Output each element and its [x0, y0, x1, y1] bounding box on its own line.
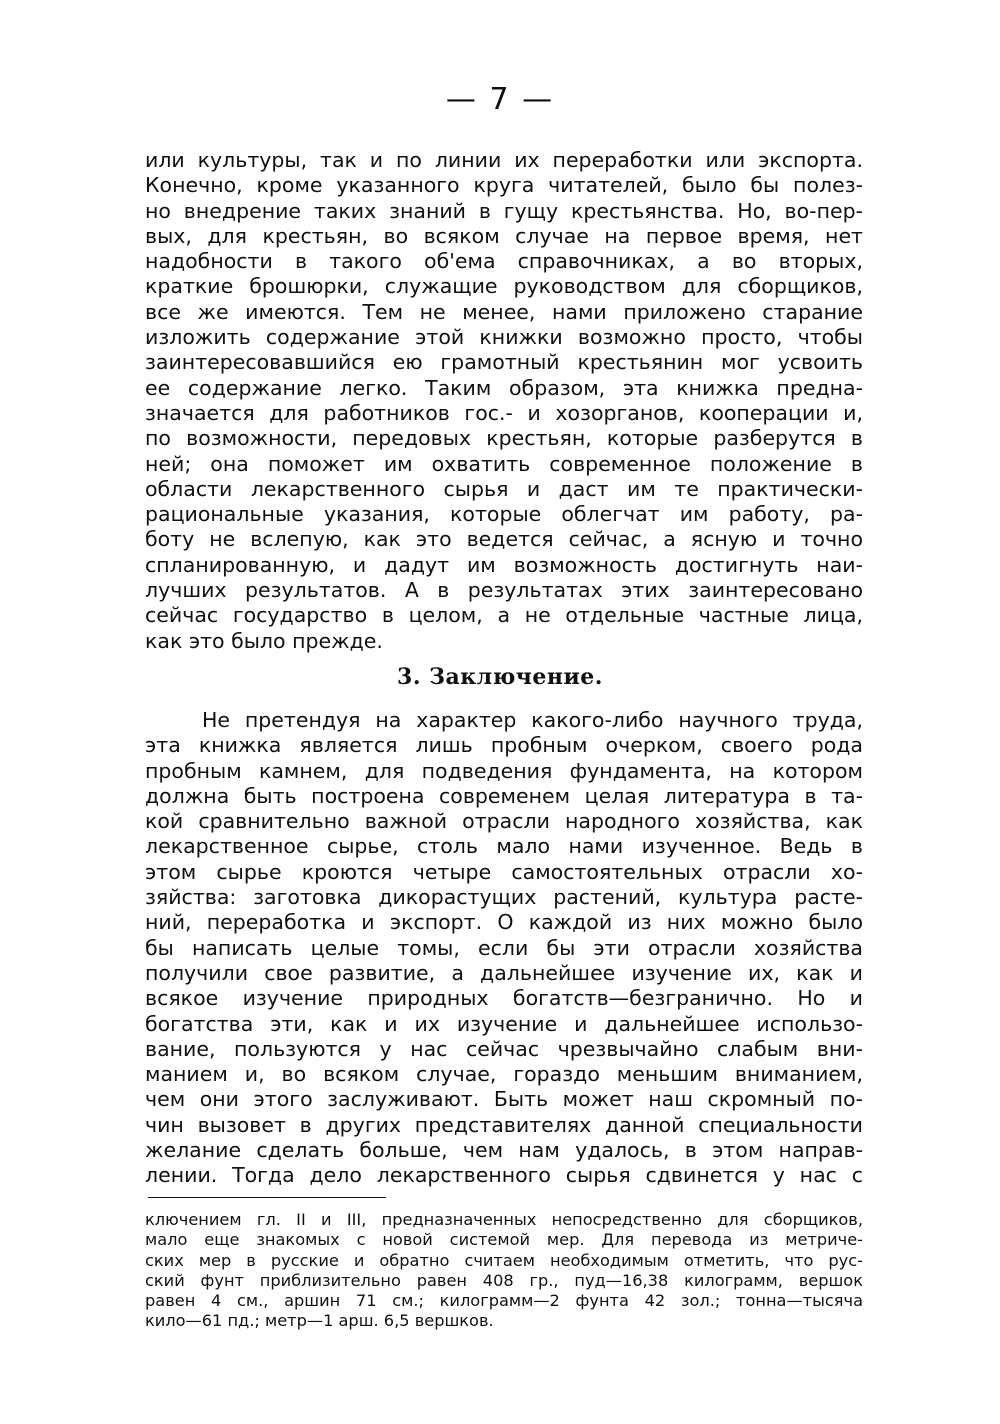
text-line: лучших результатов. А в результатах этих заинтересовано — [145, 578, 863, 603]
text-line: получили свое развитие, а дальнейшее изучение их, как и — [145, 960, 863, 985]
text-line: Не претендуя на характер какого-либо научного труда, — [202, 708, 863, 732]
footnote-line: ских мер в русские и обратно считаем необходимым отметить, что рус- — [145, 1250, 863, 1270]
text-line: ней; она поможет им охватить современное положение в — [145, 451, 863, 476]
text-line: зяйства: заготовка дикорастущих растений, культура расте- — [145, 885, 863, 910]
text-line: или культуры, так и по линии их переработки или экспорта. — [145, 148, 863, 172]
text-line: вание, пользуются у нас сейчас чрезвычайно слабым вни- — [145, 1036, 863, 1061]
text-line: пробным камнем, для подведения фундамента, на котором — [145, 758, 863, 783]
footnote-line: ский фунт приблизительно равен 408 гр., пуд—16,38 килограмм, вершок — [145, 1270, 863, 1290]
text-line: по возможности, передовых крестьян, которые разберутся в — [145, 426, 863, 451]
text-line: должна быть построена современем целая литература в та- — [145, 783, 863, 808]
text-line: краткие брошюрки, служащие руководством для сборщиков, — [145, 274, 863, 299]
text-line: области лекарственного сырья и даст им те практически- — [145, 476, 863, 501]
text-line: Конечно, кроме указанного круга читателей, было бы полез- — [145, 173, 863, 198]
text-line: ний, переработка и экспорт. О каждой из них можно было — [145, 910, 863, 935]
text-line: лекарственное сырье, столь мало нами изученное. Ведь в — [145, 834, 863, 859]
text-line: изложить содержание этой книжки возможно просто, чтобы — [145, 325, 863, 350]
section-heading: 3. Заключение. — [397, 664, 603, 690]
text-line: этом сырье кроются четыре самостоятельных отрасли хо- — [145, 859, 863, 884]
text-line: кой сравнительно важной отрасли народного хозяйства, как — [145, 809, 863, 834]
footnote-divider — [148, 1197, 386, 1198]
page-number: — 7 — — [445, 82, 555, 117]
text-line: надобности в такого об'ема справочниках, а во вторых, — [145, 249, 863, 274]
text-line: спланированную, и дадут им возможность достигнуть наи- — [145, 552, 863, 577]
footnote-line: кило—61 пд.; метр—1 арш. 6,5 вершков. — [145, 1311, 494, 1331]
footnote-line: равен 4 см., аршин 71 см.; килограмм—2 фунта 42 зол.; тонна—тысяча — [145, 1291, 863, 1311]
text-line: чем они этого заслуживают. Быть может наш скромный по- — [145, 1087, 863, 1112]
footnote-line: ключением гл. II и III, предназначенных непосредственно для сборщиков, — [145, 1210, 863, 1229]
text-line: вых, для крестьян, во всяком случае на первое время, нет — [145, 223, 863, 248]
body-text-top — [145, 148, 863, 654]
text-line: эта книжка является лишь пробным очерком, своего рода — [145, 733, 863, 758]
text-line: ее содержание легко. Таким образом, эта книжка предна- — [145, 375, 863, 400]
text-line: боту не вслепую, как это ведется сейчас, а ясную и точно — [145, 527, 863, 552]
text-line: сейчас государство в целом, а не отдельные частные лица, — [145, 603, 863, 628]
text-line: бы написать целые томы, если бы эти отрасли хозяйства — [145, 935, 863, 960]
text-line: но внедрение таких знаний в гущу крестьянства. Но, во-пер- — [145, 198, 863, 223]
text-line: значается для работников гос.- и хозорганов, кооперации и, — [145, 400, 863, 425]
text-line: все же имеются. Тем не менее, нами приложено старание — [145, 299, 863, 324]
text-line: всякое изучение природных богатств—безгранично. Но и — [145, 986, 863, 1011]
text-line: заинтересовавшийся ею грамотный крестьянин мог усвоить — [145, 350, 863, 375]
text-line: желание сделать больше, чем нам удалось, в этом направ- — [145, 1138, 863, 1163]
footnote — [145, 1210, 863, 1332]
body-text-bottom — [145, 708, 863, 1189]
text-line: рациональные указания, которые облегчат им работу, ра- — [145, 502, 863, 527]
footnote-line: мало еще знакомых с новой системой мер. Для перевода из метриче- — [145, 1230, 863, 1250]
text-line: лении. Тогда дело лекарственного сырья сдвинется у нас с — [145, 1163, 863, 1188]
text-line: богатства эти, как и их изучение и дальнейшее использо- — [145, 1011, 863, 1036]
text-line: чин вызовет в других представителях данной специальности — [145, 1112, 863, 1137]
text-line: манием и, во всяком случае, гораздо меньшим вниманием, — [145, 1062, 863, 1087]
text-line: как это было прежде. — [145, 628, 383, 653]
